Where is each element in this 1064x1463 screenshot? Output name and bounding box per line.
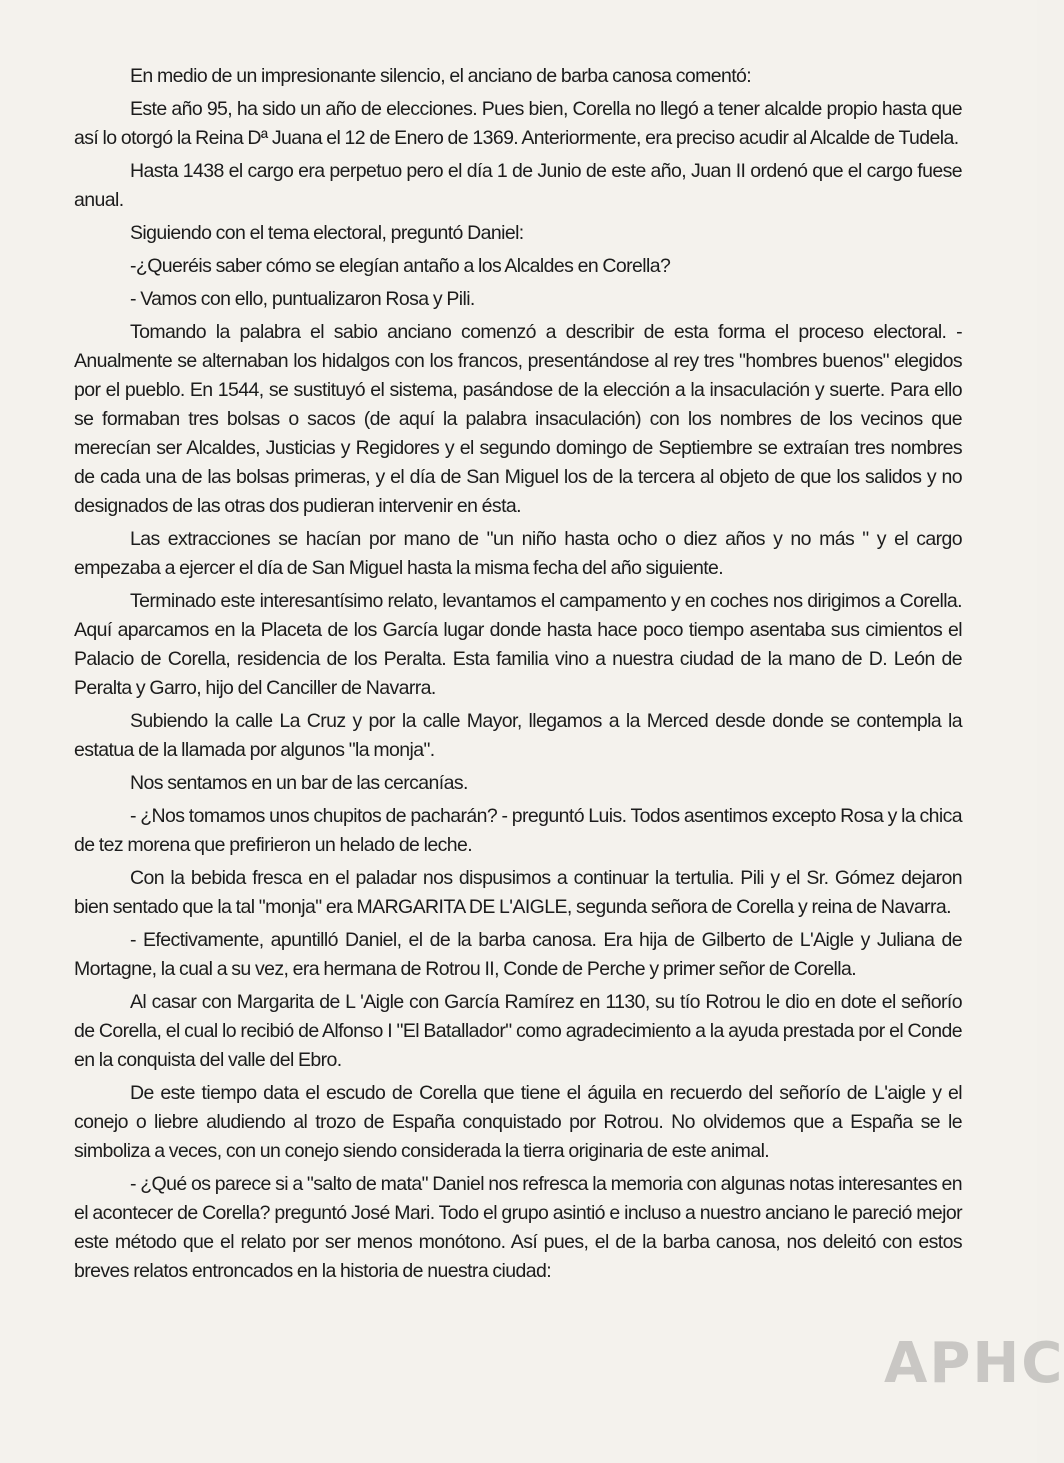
paragraph: Las extracciones se hacían por mano de "un niño hasta ocho o diez años y no más " y el cargo empezaba a ejercer el día de San Miguel hasta la misma fecha del año siguiente.: [74, 528, 962, 579]
paragraph: Al casar con Margarita de L 'Aigle con García Ramírez en 1130, su tío Rotrou le dio en dote el señorío de Corella, el cual lo recibió de Alfonso I "El Batallador" como agradecimiento a la ayuda prestada por el Conde en la conquista del valle del Ebro.: [74, 991, 962, 1071]
paragraph: En medio de un impresionante silencio, el anciano de barba canosa comentó:: [130, 65, 752, 87]
paragraph: Siguiendo con el tema electoral, preguntó Daniel:: [130, 222, 524, 244]
paragraph: Subiendo la calle La Cruz y por la calle Mayor, llegamos a la Merced desde donde se contempla la estatua de la llamada por algunos "la monja".: [74, 710, 962, 761]
paragraph: - ¿Qué os parece si a "salto de mata" Daniel nos refresca la memoria con algunas notas interesantes en el acontecer de Corella? preguntó José Mari. Todo el grupo asintió e incluso a nuestro anciano le pareció mejor este método que el relato por ser menos monótono. Así pues, el de la barba canosa, nos deleitó con estos breves relatos entroncados en la historia de nuestra ciudad:: [74, 1173, 962, 1282]
paragraph: - Efectivamente, apuntilló Daniel, el de la barba canosa. Era hija de Gilberto de L'Aigle y Juliana de Mortagne, la cual a su vez, era hermana de Rotrou II, Conde de Perche y primer señor de Corella.: [74, 929, 962, 980]
body-text: [74, 62, 962, 1290]
paragraph: De este tiempo data el escudo de Corella que tiene el águila en recuerdo del señorío de L'aigle y el conejo o liebre aludiendo al trozo de España conquistado por Rotrou. No olvidemos que a España se le simboliza a veces, con un conejo siendo considerada la tierra originaria de este animal.: [74, 1082, 962, 1162]
paragraph: Con la bebida fresca en el paladar nos dispusimos a continuar la tertulia. Pili y el Sr. Gómez dejaron bien sentado que la tal "monja" era MARGARITA DE L'AIGLE, segunda señora de Corella y reina de Navarra.: [74, 867, 962, 918]
aphc-watermark: APHC: [884, 1331, 1064, 1396]
paragraph: Hasta 1438 el cargo era perpetuo pero el día 1 de Junio de este año, Juan II ordenó que el cargo fuese anual.: [74, 160, 962, 211]
paragraph: - ¿Nos tomamos unos chupitos de pacharán? - preguntó Luis. Todos asentimos excepto Rosa y la chica de tez morena que prefirieron un helado de leche.: [74, 805, 962, 856]
paragraph: Este año 95, ha sido un año de elecciones. Pues bien, Corella no llegó a tener alcalde propio hasta que así lo otorgó la Reina Dª Juana el 12 de Enero de 1369. Anteriormente, era preciso acudir al Alcalde de Tudela.: [74, 98, 962, 149]
paragraph: Terminado este interesantísimo relato, levantamos el campamento y en coches nos dirigimos a Corella. Aquí aparcamos en la Placeta de los García lugar donde hasta hace poco tiempo asentaba sus cimientos el Palacio de Corella, residencia de los Peralta. Esta familia vino a nuestra ciudad de la mano de D. León de Peralta y Garro, hijo del Canciller de Navarra.: [74, 590, 962, 699]
paragraph: - Vamos con ello, puntualizaron Rosa y Pili.: [130, 288, 475, 310]
paragraph: Tomando la palabra el sabio anciano comenzó a describir de esta forma el proceso electoral. - Anualmente se alternaban los hidalgos con los francos, presentándose al rey tres "hombres buenos" elegidos por el pueblo. En 1544, se sustituyó el sistema, pasándose de la elección a la insaculación y suerte. Para ello se formaban tres bolsas o sacos (de aquí la palabra insaculación) con los nombres de los vecinos que merecían ser Alcaldes, Justicias y Regidores y el segundo domingo de Septiembre se extraían tres nombres de cada una de las bolsas primeras, y el día de San Miguel los de la tercera al objeto de que los salidos y no designados de las otras dos pudieran intervenir en ésta.: [74, 321, 962, 517]
paragraph: Nos sentamos en un bar de las cercanías.: [130, 772, 468, 794]
paragraph: -¿Queréis saber cómo se elegían antaño a los Alcaldes en Corella?: [130, 255, 671, 277]
